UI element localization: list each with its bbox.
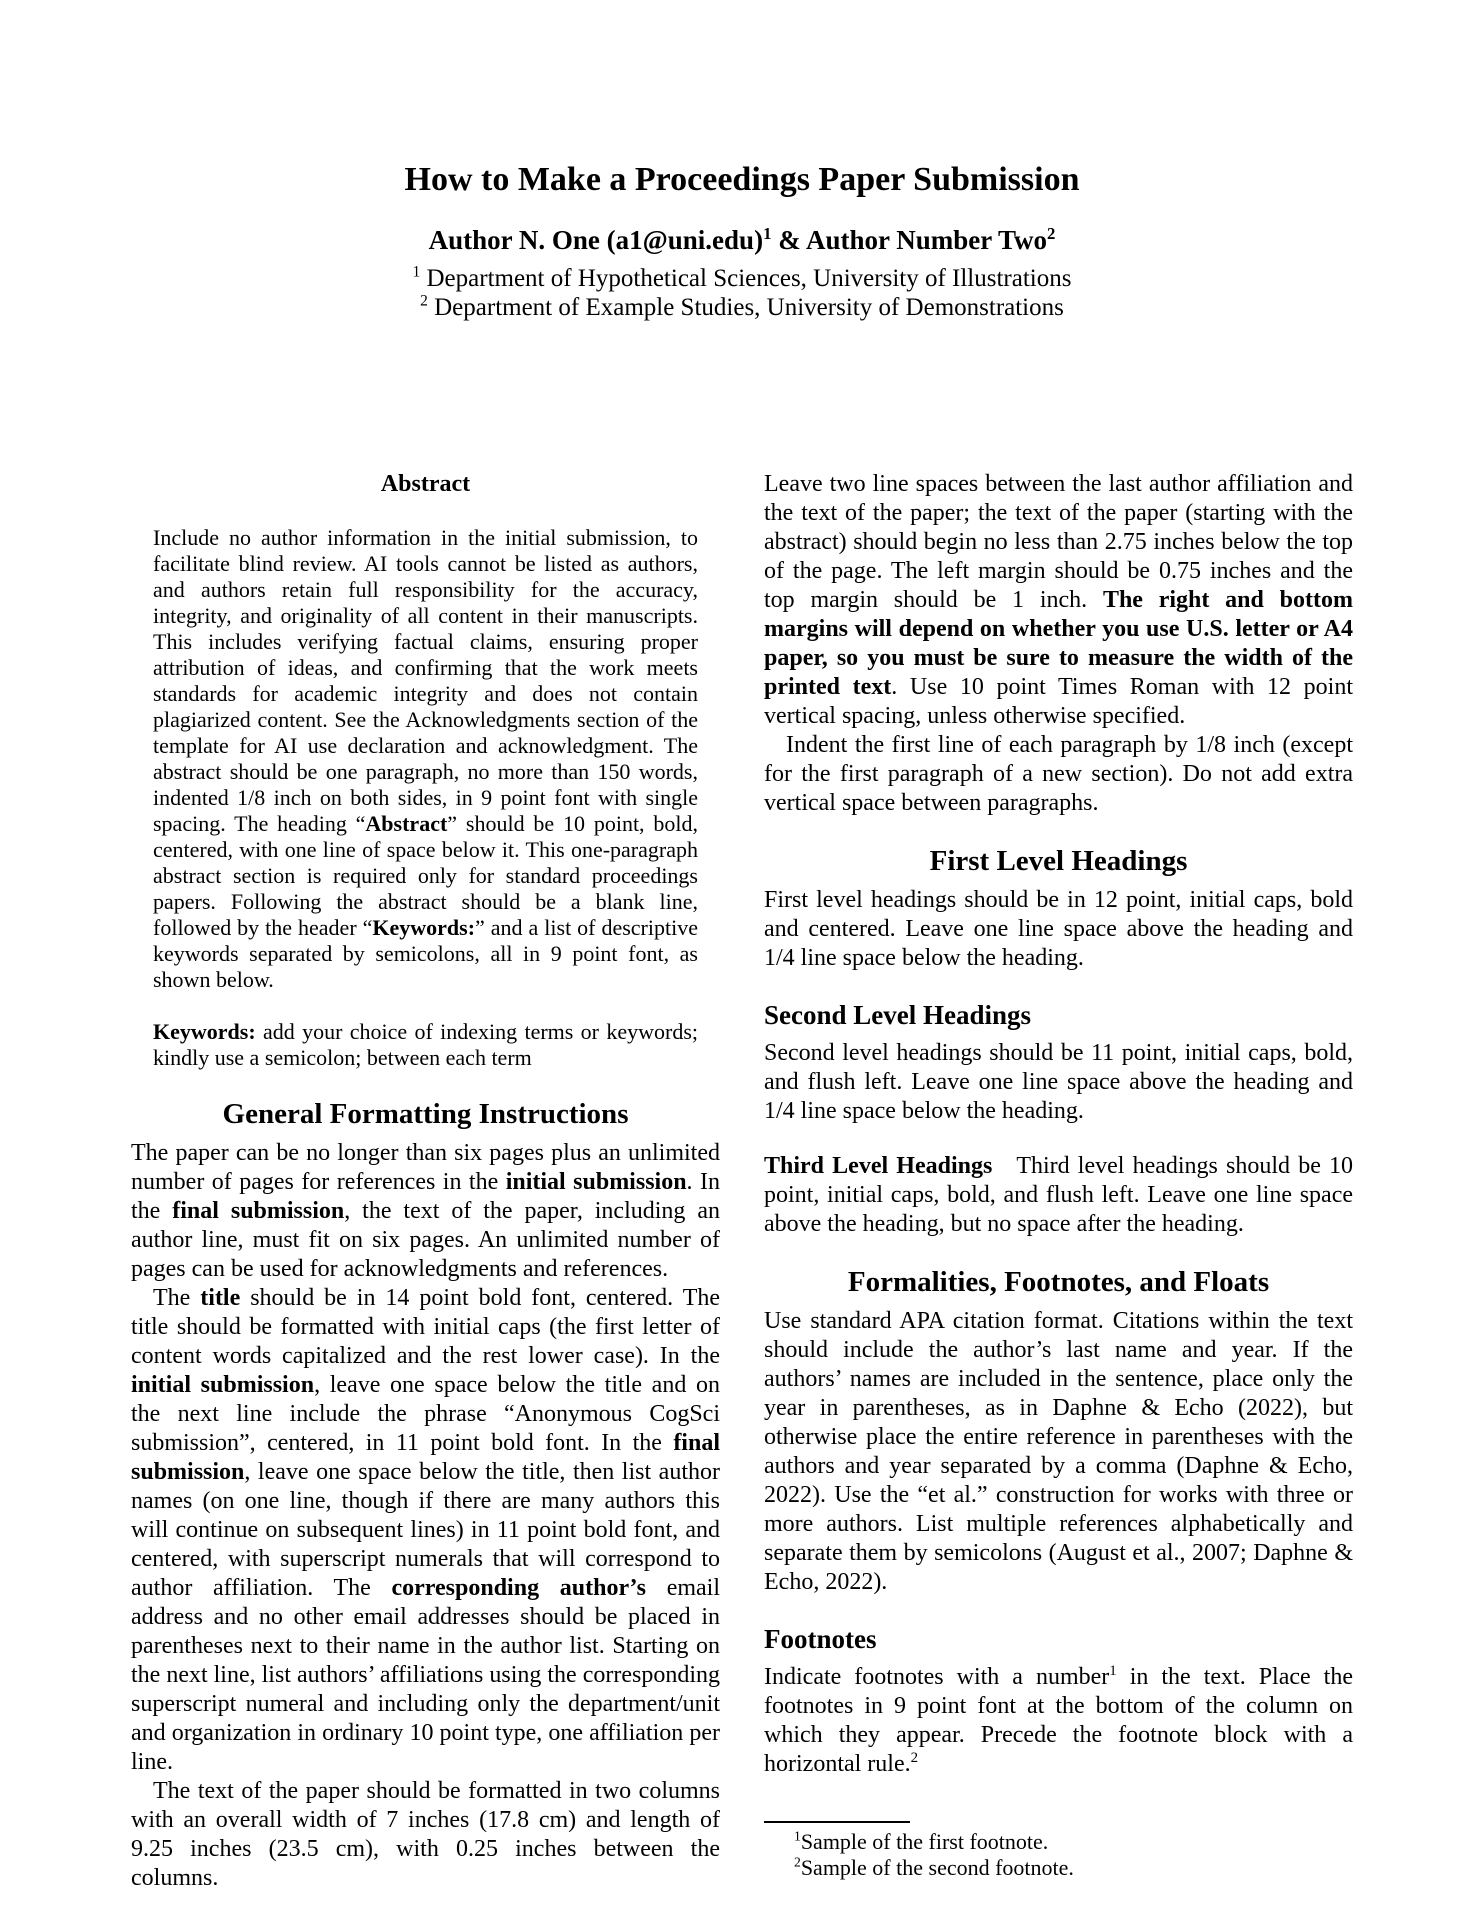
affiliation-2: $^2$ Department of Example Studies, University of Demonstrations [420,292,1064,321]
footnote-2: $^2$Sample of the second footnote. [794,1854,1074,1880]
paragraph-second-level: Second level headings should be 11 point, initial caps, bold, and flush left. Leave one line space above the heading and 1/4 line space below the heading. [764,1040,1353,1124]
paper-title: How to Make a Proceedings Paper Submission [404,161,1080,198]
paragraph-third-level: Third Level Headings Third level headings should be 10 point, initial caps, bold, and flush left. Leave one line space above the heading, but no space after the heading. [764,1153,1353,1237]
paragraph-page-limit: The paper can be no longer than six pages plus an unlimited number of pages for references in the initial submission. In the final submission, the text of the paper, including an author line, must fit on six pages. An unlimited number of pages can be used for acknowledgments and references. [131,1140,720,1282]
general-formatting-heading: General Formatting Instructions [222,1098,629,1130]
footnotes-heading: Footnotes [764,1624,877,1654]
formalities-heading: Formalities, Footnotes, and Floats [847,1266,1270,1298]
paragraph-first-level: First level headings should be in 12 point, initial caps, bold and centered. Leave one line space above the heading and 1/4 line space below the heading. [764,887,1353,971]
paragraph-margins: Leave two line spaces between the last author affiliation and the text of the paper; the text of the paper (starting with the abstract) should begin no less than 2.75 inches below the top of the page. The left margin should be 0.75 inches and the top margin should be 1 inch. The right and bottom margins will depend on whether you use U.S. letter or A4 paper, so you must be sure to measure the width of the printed text. Use 10 point Times Roman with 12 point vertical spacing, unless otherwise specified. [764,471,1353,729]
footnote-divider-rule [764,1821,910,1823]
two-column-body [131,470,1353,1893]
paragraph-footnote-rule: Indicate footnotes with a number$^1$ in the text. Place the footnotes in 9 point font at the bottom of the column on which they appear. Precede the footnote block with a horizontal rule.$^2$ [764,1663,1353,1777]
left-column [131,470,720,1893]
paragraph-title-format: The title should be in 14 point bold font, centered. The title should be formatted with initial caps (the first letter of content words capitalized and the rest lower case). In the initial submission, leave one space below the title and on the next line include the phrase “Anonymous CogSci submission”, centered, in 11 point bold font. In the final submission, leave one space below the title, then list author names (on one line, though if there are many authors this will continue on subsequent lines) in 11 point bold font, and centered, with superscript numerals that will correspond to author affiliation. The corresponding author’s email address and no other email addresses should be placed in parentheses next to their name in the author list. Starting on the next line, list authors’ affiliations using the corresponding superscript numeral and including only the department/unit and organization in ordinary 10 point type, one affiliation per line. [131,1285,721,1775]
right-column [764,470,1353,1881]
keywords-paragraph: Keywords: add your choice of indexing terms or keywords; kindly use a semicolon; between each term [153,1019,698,1070]
paragraph-indent-rule: Indent the first line of each paragraph by 1/8 inch (except for the first paragraph of a new section). Do not add extra vertical space between paragraphs. [764,732,1353,816]
paragraph-two-columns: The text of the paper should be formatted in two columns with an overall width of 7 inches (17.8 cm) and length of 9.25 inches (23.5 cm), with 0.25 inches between the columns. [131,1778,720,1891]
affiliation-1: $^1$ Department of Hypothetical Sciences, University of Illustrations [412,263,1072,292]
author-line: Author N. One (a1@uni.edu)$^1$ & Author Number Two$^2$ [428,224,1056,255]
second-level-headings-heading: Second Level Headings [764,1000,1032,1030]
abstract-heading: Abstract [380,471,471,497]
abstract-paragraph: Include no author information in the initial submission, to facilitate blind review. AI tools cannot be listed as authors, and authors retain full responsibility for the accuracy, integrity, and originality of all content in their manuscripts. This includes verifying factual claims, ensuring proper attribution of ideas, and confirming that the work meets standards for academic integrity and does not contain plagiarized content. See the Acknowledgments section of the template for AI use declaration and acknowledgment. The abstract should be one paragraph, no more than 150 words, indented 1/8 inch on both sides, in 9 point font with single spacing. The heading “Abstract” should be 10 point, bold, centered, with one line of space below it. This one-paragraph abstract section is required only for standard proceedings papers. Following the abstract should be a blank line, followed by the header “Keywords:” and a list of descriptive keywords separated by semicolons, all in 9 point font, as shown below. [153,525,698,992]
first-level-headings-heading: First Level Headings [929,845,1188,877]
footnote-1: $^1$Sample of the first footnote. [794,1828,1049,1854]
affiliations [131,264,1353,322]
paper-content [131,0,1353,1893]
paragraph-citations: Use standard APA citation format. Citations within the text should include the author’s last name and year. If the authors’ names are included in the sentence, place only the year in parentheses, as in Daphne & Echo (2022), but otherwise place the entire reference in parentheses with the authors and year separated by a comma (Daphne & Echo, 2022). Use the “et al.” construction for works with three or more authors. List multiple references alphabetically and separate them by semicolons (August et al., 2007; Daphne & Echo, 2022). [764,1308,1353,1595]
paper-header [131,160,1353,322]
